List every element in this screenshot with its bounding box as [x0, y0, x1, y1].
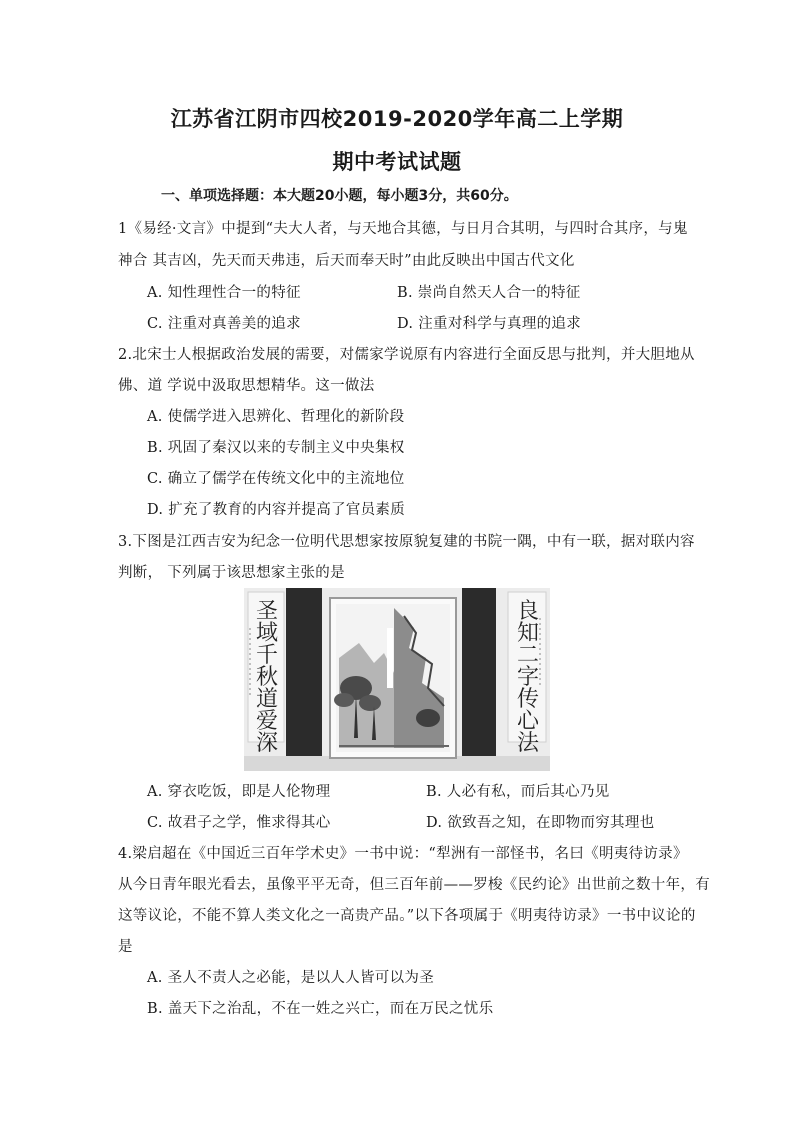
q4-stem-line1: 4.梁启超在《中国近三百年学术史》一书中说：“犁洲有一部怪书，名曰《明夷待访录》	[118, 846, 688, 862]
couplet-left-char-1: 圣	[256, 599, 279, 624]
q1-stem-line1: 1《易经·文言》中提到“夫大人者，与天地合其德，与日月合其明，与四时合其序，与鬼	[118, 221, 688, 237]
q2-option-c: C. 确立了儒学在传统文化中的主流地位	[147, 471, 405, 487]
couplet-left-char-4: 秋	[256, 665, 279, 690]
q2-stem-line1: 2.北宋士人根据政治发展的需要，对儒家学说原有内容进行全面反思与批判，并大胆地从	[118, 347, 695, 363]
q4-option-a: A. 圣人不责人之必能，是以人人皆可以为圣	[147, 970, 434, 986]
couplet-left-char-5: 道	[256, 687, 279, 712]
couplet-photo	[244, 588, 550, 771]
couplet-left-char-2: 域	[256, 621, 279, 646]
couplet-right-char-5: 传	[517, 687, 540, 712]
section-heading: 一、单项选择题：本大题20小题，每小题3分，共60分。	[161, 188, 518, 204]
q3-option-c: C. 故君子之学，惟求得其心	[147, 815, 331, 831]
q1-stem-line2: 神合 其吉凶，先天而天弗违，后天而奉天时”由此反映出中国古代文化	[118, 253, 575, 269]
page-subtitle: 期中考试试题	[332, 150, 462, 174]
couplet-left-char-7: 深	[256, 731, 279, 756]
q3-stem-line1: 3.下图是江西吉安为纪念一位明代思想家按原貌复建的书院一隅，中有一联，据对联内容	[118, 534, 695, 550]
couplet-right-char-3: 二	[517, 643, 540, 668]
q3-option-d: D. 欲致吾之知，在即物而穷其理也	[426, 815, 655, 831]
left-pillar	[286, 588, 322, 771]
q4-stem-line4: 是	[118, 939, 133, 955]
q3-stem-line2: 判断， 下列属于该思想家主张的是	[118, 565, 345, 581]
couplet-right-char-7: 法	[517, 731, 540, 756]
page-title: 江苏省江阴市四校2019-2020学年高二上学期	[170, 107, 624, 131]
couplet-right-char-6: 心	[517, 709, 540, 734]
q2-option-a: A. 使儒学进入思辨化、哲理化的新阶段	[147, 409, 405, 425]
q1-option-d: D. 注重对科学与真理的追求	[397, 316, 582, 332]
couplet-left-char-3: 千	[256, 643, 279, 668]
q2-stem-line2: 佛、道 学说中汲取思想精华。这一做法	[118, 378, 375, 394]
couplet-right-char-2: 知	[517, 621, 540, 646]
q4-option-b: B. 盖天下之治乱，不在一姓之兴亡，而在万民之忧乐	[147, 1001, 494, 1017]
q4-stem-line3: 这等议论，不能不算人类文化之一高贵产品。”以下各项属于《明夷待访录》一书中议论的	[118, 908, 696, 924]
q3-option-b: B. 人必有私，而后其心乃见	[426, 784, 610, 800]
q1-option-a: A. 知性理性合一的特征	[147, 285, 301, 301]
q3-option-a: A. 穿衣吃饭，即是人伦物理	[147, 784, 331, 800]
couplet-left-char-6: 爱	[256, 709, 279, 734]
couplet-right-char-4: 字	[517, 665, 540, 690]
q2-option-b: B. 巩固了秦汉以来的专制主义中央集权	[147, 440, 405, 456]
q2-option-d: D. 扩充了教育的内容并提高了官员素质	[147, 502, 406, 518]
q1-option-b: B. 崇尚自然天人合一的特征	[397, 285, 581, 301]
couplet-right-char-1: 良	[517, 599, 540, 624]
q1-option-c: C. 注重对真善美的追求	[147, 316, 301, 332]
q4-stem-line2: 从今日青年眼光看去，虽像平平无奇，但三百年前——罗梭《民约论》出世前之数十年，有	[118, 877, 710, 893]
right-pillar	[462, 588, 496, 771]
